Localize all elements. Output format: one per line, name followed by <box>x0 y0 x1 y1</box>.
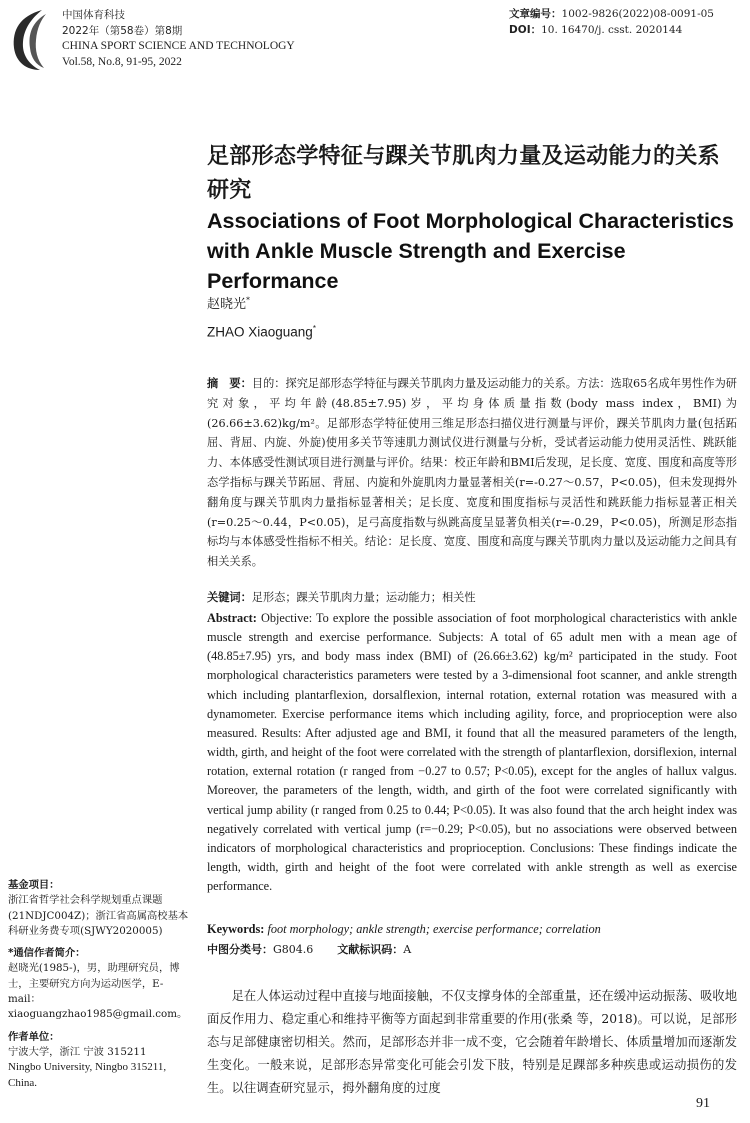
classification <box>207 942 411 958</box>
journal-header <box>62 8 295 70</box>
title-en: Associations of Foot Morphological Characteristics with Ankle Muscle Strength and Exercise Performance <box>207 209 734 293</box>
article-no: 1002-9826(2022)08-0091-05 <box>561 8 714 20</box>
abstract-cn-text: 目的：探究足部形态学特征与踝关节肌肉力量及运动能力的关系。方法：选取65名成年男性作为研究对象，平均年龄(48.85±7.95)岁，平均身体质量指数(body mass index，BMI)为(26.66±3.62)kg/m²。足部形态学特征使用三维足形态扫描仪进行测量与评价，踝关节肌肉力量(包括跖屈、背屈、内旋、外旋)使用多关节等速肌力测试仪进行测量与分析，受试者运动能力使用灵活性、跳跃能力、本体感受性测试项目进行测量与评价。结果：校正年龄和BMI后发现，足长度、宽度、围度和高度等形态学指标与踝关节跖屈、背屈、内旋和外旋肌肉力量显著相关(r=-0.27～0.57，P<0.05)，但未发现拇外翻角度与踝关节肌肉力量指标显著相关；足长度、宽度和围度指标与灵活性和跳跃能力指标显著正相关(r=0.25～0.44，P<0.05)，足弓高度指数与纵跳高度呈显著负相关(r=-0.29，P<0.05)，所测足形态指标均与本体感受性指标不相关。结论：足长度、宽度、围度和高度与踝关节肌肉力量以及运动能力之间具有相关关系。 <box>207 377 737 569</box>
journal-name-cn: 中国体育科技 <box>62 9 125 21</box>
doi: 10. 16470/j. csst. 2020144 <box>541 23 683 36</box>
fund-text: 浙江省哲学社会科学规划重点课题(21NDJC004Z)；浙江省高属高校基本科研业务费专项(SJWY2020005) <box>8 894 189 937</box>
doc-code: A <box>403 943 412 956</box>
author-info-text: 赵晓光(1985-)，男，助理研究员，博士，主要研究方向为运动医学，E-mail：xiaoguangzhao1985@gmail.com。 <box>8 962 188 1021</box>
clc-label: 中图分类号： <box>207 943 273 956</box>
fund-label: 基金项目： <box>8 879 60 891</box>
corresponding-mark: * <box>246 295 251 305</box>
page-number: 91 <box>696 1096 710 1111</box>
journal-issue-cn: 2022年（第58卷）第8期 <box>62 24 183 37</box>
journal-logo-icon <box>10 8 50 72</box>
keywords-en-text: foot morphology; ankle strength; exercise performance; correlation <box>267 922 601 936</box>
abstract-cn-label: 摘 要： <box>207 377 252 390</box>
doc-code-label: 文献标识码： <box>337 943 404 956</box>
sidebar-notes <box>8 878 196 1098</box>
author-info-block <box>8 946 196 1022</box>
fund-block <box>8 878 196 939</box>
keywords-cn-text: 足形态；踝关节肌肉力量；运动能力；相关性 <box>251 591 476 604</box>
corresponding-mark-en: * <box>312 324 316 333</box>
body-paragraph: 足在人体运动过程中直接与地面接触，不仅支撑身体的全部重量，还在缓冲运动振荡、吸收地面反作用力、稳定重心和维持平衡等方面起到非常重要的作用(张桑 等，2018)。可以说，足部形态与足部健康密切相关。然而，足部形态并非一成不变，它会随着年龄增长、体质量增加而逐渐发生变化。一般来说，足部形态异常变化可能会引发下肢，特别是足踝部多种疾患或运动损伤的发生。以往调查研究显示，拇外翻角度的过度 <box>207 989 737 1095</box>
keywords-en <box>207 920 737 938</box>
article-no-label: 文章编号： <box>509 8 562 20</box>
affiliation-block <box>8 1030 196 1091</box>
affiliation-en: Ningbo University, Ningbo 315211, China. <box>8 1061 167 1089</box>
clc-code: G804.6 <box>273 943 314 956</box>
title-cn: 足部形态学特征与踝关节肌肉力量及运动能力的关系研究 <box>207 144 720 203</box>
author-cn: 赵晓光* <box>207 295 251 312</box>
journal-name-en: CHINA SPORT SCIENCE AND TECHNOLOGY <box>62 40 295 52</box>
keywords-cn-label: 关键词： <box>207 591 252 604</box>
author-en: ZHAO Xiaoguang* <box>207 324 316 340</box>
author-info-label: *通信作者简介： <box>8 947 86 960</box>
doi-label: DOI： <box>509 23 542 36</box>
keywords-en-label: Keywords: <box>207 922 265 936</box>
affiliation-cn: 宁波大学，浙江 宁波 315211 <box>8 1045 147 1058</box>
journal-issue-en: Vol.58, No.8, 91-95, 2022 <box>62 55 182 68</box>
abstract-en <box>207 609 737 896</box>
affiliation-label: 作者单位： <box>8 1030 60 1043</box>
abstract-en-text: Objective: To explore the possible association of foot morphological characteristics with ankle muscle strength and exercise performance. Subjects: A total of 65 adult men with a mean age of (48.85±7.95) yrs, and body mass index (BMI) of (26.66±3.62) kg/m² participated in the study. Foot morphological characteristics parameters were tested by a 3-dimensional foot scanner, and ankle strength which including plantarflexion, dorsalflexion, internal rotation, external rotation was measured with a dynamometer. Exercise performance items which including agility, force, and proprioception were also measured. Results: After adjusted age and BMI, it found that all the measured parameters of the length, width, girth, and height of the foot were correlated with the strength of plantarflexion, dorsiflexion, internal rotation, external rotation (r ranged from −0.27 to 0.57; P<0.05), except for the angles of hallux valgus. Moreover, the parameters of the length, width, and girth of the foot were correlated significantly with vertical jump ability (r ranged from 0.25 to 0.44; P<0.05). It was also found that the arch height index was negatively correlated with vertical jump (r=−0.29; P<0.05), but no associations were observed between indicators of morphological characteristics and proprioception. Conclusions: These findings indicate the length, width, girth and height of the foot were correlated with ankle strength as well as exercise performance. <box>207 611 737 894</box>
abstract-cn <box>207 374 737 572</box>
abstract-en-label: Abstract: <box>207 611 257 625</box>
keywords-cn <box>207 589 737 607</box>
article-meta <box>509 7 714 38</box>
